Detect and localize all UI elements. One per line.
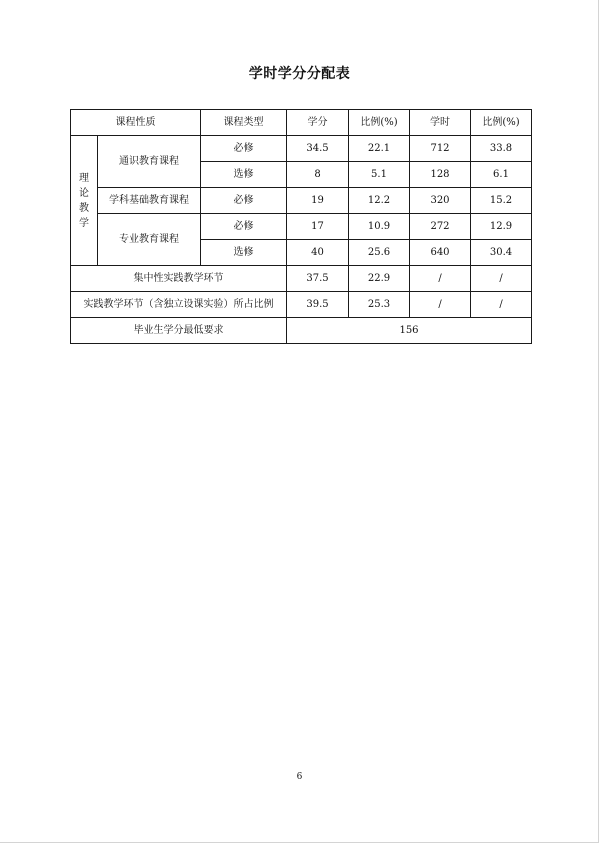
credit-ratio-cell: 25.6 bbox=[349, 240, 410, 266]
credits-cell: 17 bbox=[287, 214, 349, 240]
practice-label: 集中性实践教学环节 bbox=[71, 266, 287, 292]
hour-ratio-cell: / bbox=[471, 266, 532, 292]
credit-ratio-cell: 22.1 bbox=[349, 136, 410, 162]
header-credit-ratio: 比例(%) bbox=[349, 110, 410, 136]
credits-cell: 34.5 bbox=[287, 136, 349, 162]
table-row bbox=[71, 292, 532, 318]
graduation-requirement-label: 毕业生学分最低要求 bbox=[71, 318, 287, 344]
page-number: 6 bbox=[296, 772, 303, 782]
credit-ratio-cell: 10.9 bbox=[349, 214, 410, 240]
credit-ratio-cell: 12.2 bbox=[349, 188, 410, 214]
theory-teaching-cell bbox=[71, 136, 98, 266]
hours-cell: 320 bbox=[410, 188, 471, 214]
theory-teaching-label: 理论教学 bbox=[79, 172, 89, 229]
credit-hour-table bbox=[70, 109, 532, 344]
practice-share-label: 实践教学环节（含独立设课实验）所占比例 bbox=[71, 292, 287, 318]
credits-cell: 19 bbox=[287, 188, 349, 214]
hour-ratio-cell: 30.4 bbox=[471, 240, 532, 266]
credits-cell: 40 bbox=[287, 240, 349, 266]
table-row bbox=[71, 188, 532, 214]
hours-cell: / bbox=[410, 266, 471, 292]
table-header-row bbox=[71, 110, 532, 136]
hours-cell: 640 bbox=[410, 240, 471, 266]
group-name-discipline-basics: 学科基础教育课程 bbox=[98, 188, 201, 214]
hours-cell: 128 bbox=[410, 162, 471, 188]
course-type-cell: 必修 bbox=[201, 214, 287, 240]
graduation-requirement-value: 156 bbox=[287, 318, 532, 344]
header-credits: 学分 bbox=[287, 110, 349, 136]
hour-ratio-cell: / bbox=[471, 292, 532, 318]
hour-ratio-cell: 33.8 bbox=[471, 136, 532, 162]
table-row bbox=[71, 214, 532, 240]
header-course-type: 课程类型 bbox=[201, 110, 287, 136]
table-row bbox=[71, 318, 532, 344]
hour-ratio-cell: 12.9 bbox=[471, 214, 532, 240]
hours-cell: 712 bbox=[410, 136, 471, 162]
course-type-cell: 选修 bbox=[201, 240, 287, 266]
course-type-cell: 必修 bbox=[201, 188, 287, 214]
header-hour-ratio: 比例(%) bbox=[471, 110, 532, 136]
credits-cell: 8 bbox=[287, 162, 349, 188]
credit-ratio-cell: 5.1 bbox=[349, 162, 410, 188]
header-hours: 学时 bbox=[410, 110, 471, 136]
page-title: 学时学分分配表 bbox=[248, 66, 351, 82]
hour-ratio-cell: 6.1 bbox=[471, 162, 532, 188]
credits-cell: 39.5 bbox=[287, 292, 349, 318]
group-name-general: 通识教育课程 bbox=[98, 136, 201, 188]
header-course-nature: 课程性质 bbox=[71, 110, 201, 136]
hours-cell: 272 bbox=[410, 214, 471, 240]
credits-cell: 37.5 bbox=[287, 266, 349, 292]
table-row bbox=[71, 266, 532, 292]
course-type-cell: 必修 bbox=[201, 136, 287, 162]
hours-cell: / bbox=[410, 292, 471, 318]
group-name-major: 专业教育课程 bbox=[98, 214, 201, 266]
course-type-cell: 选修 bbox=[201, 162, 287, 188]
credit-ratio-cell: 22.9 bbox=[349, 266, 410, 292]
table-row bbox=[71, 136, 532, 162]
hour-ratio-cell: 15.2 bbox=[471, 188, 532, 214]
credit-ratio-cell: 25.3 bbox=[349, 292, 410, 318]
